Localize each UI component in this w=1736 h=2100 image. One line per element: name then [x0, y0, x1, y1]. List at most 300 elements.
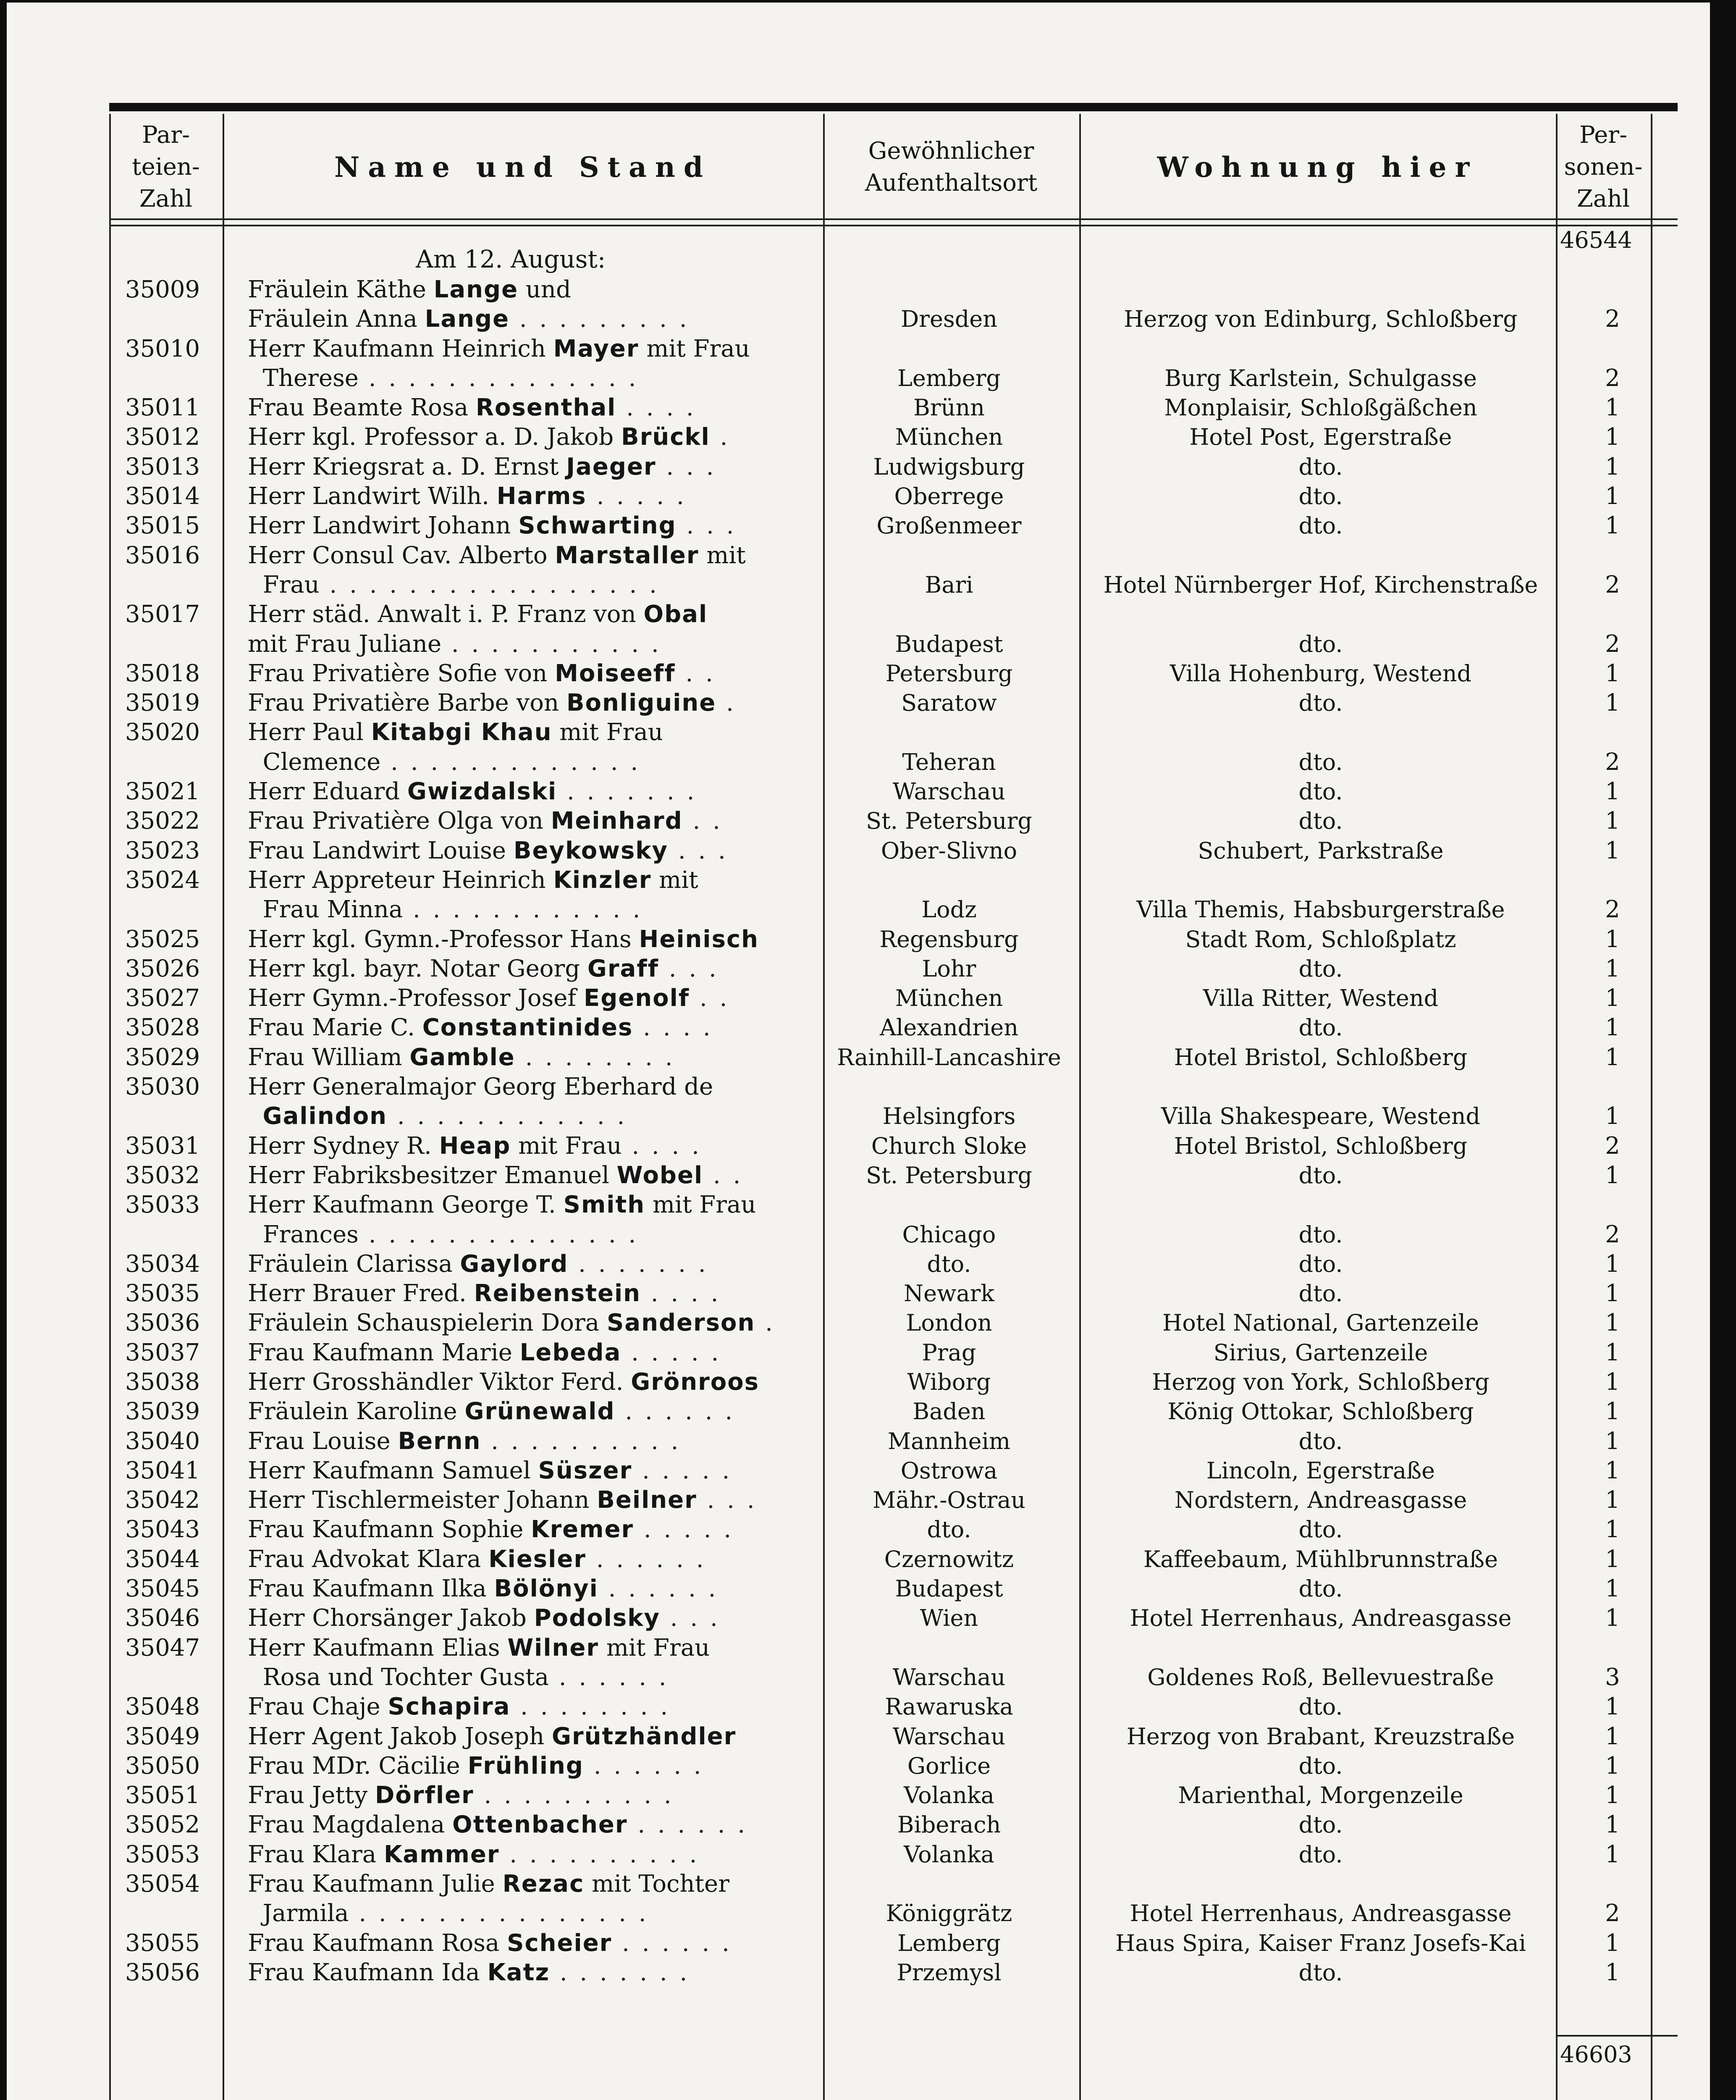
table-row — [109, 1751, 1678, 1781]
party-number: 35027 — [125, 984, 200, 1012]
leader-dots: . — [755, 1309, 775, 1337]
name-and-status — [248, 423, 920, 452]
party-number: 35052 — [125, 1811, 200, 1839]
name-prefix: Clemence — [248, 748, 381, 776]
name-prefix: Frau Kaufmann Marie — [248, 1339, 520, 1366]
party-number: 35026 — [125, 955, 200, 982]
leader-dots: . . . — [697, 1486, 757, 1514]
leader-dots: . . . . . . . . . — [509, 305, 690, 333]
party-number: 35013 — [125, 453, 200, 480]
usual-residence: London — [906, 1310, 992, 1336]
surname: Grützhändler — [552, 1722, 737, 1750]
party-number: 35043 — [125, 1516, 200, 1544]
party-number: 35011 — [125, 394, 200, 422]
usual-residence: Warschau — [892, 778, 1006, 805]
persons-count: 2 — [1605, 1900, 1620, 1927]
leader-dots: . . . . . . . . — [510, 1693, 671, 1721]
leader-dots: . . . . — [641, 1280, 721, 1307]
name-prefix: Herr kgl. bayr. Notar Georg — [248, 955, 587, 982]
leader-dots: . . . . . . . — [557, 778, 697, 806]
table-row — [109, 1250, 1678, 1279]
name-prefix: Frau Beamte Rosa — [248, 394, 476, 422]
name-and-status — [248, 452, 920, 482]
leader-dots: . . . . . . . . . . . . — [387, 1102, 627, 1130]
header-party-number — [109, 116, 223, 218]
surname: Jaeger — [566, 453, 656, 480]
usual-residence: Großenmeer — [876, 512, 1022, 539]
name-prefix: Fräulein Käthe — [248, 276, 434, 303]
name-and-status — [248, 364, 920, 393]
leader-dots: . . . . . . . . . . . . . . . . . — [319, 571, 659, 598]
name-and-status — [248, 630, 920, 659]
name-prefix: Herr Fabriksbesitzer Emanuel — [248, 1161, 617, 1189]
name-and-status — [248, 1279, 920, 1308]
surname: Grönroos — [631, 1368, 760, 1396]
surname: Meinhard — [551, 807, 683, 835]
name-and-status — [248, 806, 920, 836]
usual-residence: Lohr — [922, 955, 976, 982]
usual-residence: Baden — [913, 1398, 986, 1425]
name-prefix: Frau Kaufmann Ilka — [248, 1575, 494, 1603]
party-number: 35050 — [125, 1752, 200, 1780]
persons-count: 1 — [1605, 1486, 1620, 1514]
name-and-status — [248, 1161, 920, 1190]
persons-count: 3 — [1605, 1663, 1620, 1691]
name-prefix: Frau Klara — [248, 1840, 384, 1868]
surname: Moiseeff — [555, 659, 676, 687]
surname: Reibenstein — [474, 1280, 641, 1307]
party-number: 35054 — [125, 1870, 200, 1898]
register-table — [109, 103, 1678, 2100]
name-suffix: mit Frau — [552, 719, 663, 746]
table-row — [109, 334, 1678, 364]
date-line: Am 12. August: — [416, 245, 606, 273]
leader-dots: . . . . . . — [612, 1929, 732, 1957]
persons-count: 2 — [1605, 305, 1620, 333]
table-row — [109, 1161, 1678, 1190]
table-row — [109, 275, 1678, 304]
table-row — [109, 1545, 1678, 1574]
party-number: 35039 — [125, 1398, 200, 1425]
residence-here: dto. — [1298, 1014, 1343, 1041]
table-row — [109, 895, 1678, 924]
residence-here: dto. — [1298, 1575, 1343, 1602]
surname: Lange — [433, 276, 519, 303]
name-and-status — [248, 600, 920, 629]
leader-dots: . . . — [659, 955, 719, 982]
residence-here: Marienthal, Morgenzeile — [1178, 1782, 1463, 1809]
surname: Wilner — [507, 1634, 599, 1662]
party-number: 35041 — [125, 1457, 200, 1484]
name-prefix: Herr Consul Cav. Alberto — [248, 541, 555, 569]
surname: Beykowsky — [513, 837, 669, 864]
persons-count: 1 — [1605, 483, 1620, 510]
table-row — [109, 541, 1678, 570]
residence-here: Monplaisir, Schloßgäßchen — [1164, 394, 1477, 421]
residence-here: dto. — [1298, 778, 1343, 805]
persons-count: 1 — [1605, 1102, 1620, 1130]
name-prefix: Frau Privatière Sofie von — [248, 659, 555, 687]
usual-residence: Przemysl — [897, 1959, 1002, 1986]
usual-residence: Ober-Slivno — [881, 837, 1017, 864]
right-page-edge — [1710, 0, 1736, 2100]
name-and-status — [248, 1840, 920, 1869]
persons-count: 1 — [1605, 1339, 1620, 1366]
leader-dots: . . — [690, 984, 730, 1012]
table-row — [109, 659, 1678, 688]
header-persons-count — [1556, 116, 1651, 218]
name-prefix: Herr Kaufmann George T. — [248, 1191, 564, 1219]
table-row — [109, 1368, 1678, 1397]
name-and-status — [248, 1397, 920, 1426]
leader-dots: . . . . . — [586, 483, 687, 510]
residence-here: dto. — [1298, 512, 1343, 539]
surname: Wobel — [616, 1161, 703, 1189]
persons-count: 1 — [1605, 689, 1620, 717]
surname: Obal — [643, 601, 708, 628]
usual-residence: Ludwigsburg — [873, 453, 1025, 480]
name-prefix: Frau Marie C. — [248, 1014, 422, 1042]
table-row — [109, 1899, 1678, 1928]
table-row — [109, 304, 1678, 334]
leader-dots: . . . . . . — [598, 1575, 719, 1603]
name-prefix: Frau Louise — [248, 1427, 398, 1455]
party-number: 35023 — [125, 837, 200, 864]
table-row — [109, 1220, 1678, 1250]
party-number: 35020 — [125, 719, 200, 746]
name-suffix: mit Frau — [599, 1634, 710, 1662]
name-prefix: Frau Magdalena — [248, 1811, 452, 1839]
name-and-status — [248, 1456, 920, 1486]
party-number: 35019 — [125, 689, 200, 717]
name-and-status — [248, 1958, 920, 1987]
name-prefix: Fräulein Clarissa — [248, 1250, 460, 1278]
table-row — [109, 1308, 1678, 1338]
residence-here: Sirius, Gartenzeile — [1213, 1339, 1428, 1366]
residence-here: Hotel Herrenhaus, Andreasgasse — [1130, 1900, 1512, 1927]
name-and-status — [248, 482, 920, 511]
table-row — [109, 1397, 1678, 1426]
surname: Heinisch — [639, 925, 759, 953]
party-number: 35034 — [125, 1250, 200, 1278]
name-and-status — [248, 1190, 920, 1220]
surname: Lange — [425, 305, 510, 333]
residence-here: dto. — [1298, 1752, 1343, 1779]
header-residence-here — [1079, 116, 1556, 218]
residence-here: Villa Shakespeare, Westend — [1161, 1103, 1481, 1130]
residence-here: Stadt Rom, Schloßplatz — [1185, 926, 1456, 953]
name-prefix: Herr Eduard — [248, 778, 407, 806]
residence-here: Schubert, Parkstraße — [1198, 837, 1444, 864]
name-prefix: Frau Kaufmann Rosa — [248, 1929, 507, 1957]
table-row — [109, 1013, 1678, 1042]
residence-here: dto. — [1298, 453, 1343, 480]
table-row — [109, 836, 1678, 866]
usual-residence: Czernowitz — [884, 1546, 1014, 1572]
residence-here: dto. — [1298, 1841, 1343, 1868]
name-prefix: Rosa und Tochter Gusta — [248, 1663, 549, 1691]
party-number: 35046 — [125, 1604, 200, 1632]
surname: Kiesler — [488, 1545, 586, 1573]
name-and-status — [248, 334, 920, 364]
surname: Grünewald — [464, 1398, 615, 1425]
name-and-status — [248, 1899, 920, 1928]
persons-count: 1 — [1605, 1014, 1620, 1042]
persons-count: 2 — [1605, 1221, 1620, 1248]
usual-residence: Helsingfors — [882, 1103, 1016, 1130]
final-total: 46603 — [1560, 2041, 1632, 2068]
leader-dots: . . . — [656, 453, 716, 480]
name-and-status — [248, 1308, 920, 1338]
persons-count: 1 — [1605, 1043, 1620, 1071]
name-and-status — [248, 836, 920, 866]
name-and-status — [248, 984, 920, 1013]
party-number: 35021 — [125, 778, 200, 806]
name-prefix: Herr Agent Jakob Joseph — [248, 1722, 552, 1750]
persons-count: 1 — [1605, 1840, 1620, 1868]
residence-here: Hotel Nürnberger Hof, Kirchenstraße — [1103, 571, 1538, 598]
party-number: 35033 — [125, 1191, 200, 1219]
name-prefix: Herr Kaufmann Samuel — [248, 1457, 538, 1484]
surname: Ottenbacher — [452, 1811, 628, 1839]
name-prefix: Herr Chorsänger Jakob — [248, 1604, 534, 1632]
residence-here: Kaffeebaum, Mühlbrunnstraße — [1143, 1546, 1498, 1572]
left-page-edge — [0, 0, 7, 2100]
usual-residence: Prag — [922, 1339, 976, 1366]
name-and-status — [248, 925, 920, 954]
table-row — [109, 925, 1678, 954]
party-number: 35040 — [125, 1427, 200, 1455]
name-prefix: Frau Chaje — [248, 1693, 388, 1721]
residence-here: dto. — [1298, 690, 1343, 717]
surname: Constantinides — [422, 1014, 633, 1042]
name-and-status — [248, 1427, 920, 1456]
name-prefix: Herr städ. Anwalt i. P. Franz von — [248, 601, 644, 628]
usual-residence: Rainhill-Lancashire — [837, 1044, 1061, 1071]
party-number: 35028 — [125, 1014, 200, 1042]
table-row — [109, 1840, 1678, 1869]
table-row — [109, 1810, 1678, 1840]
name-and-status — [248, 1692, 920, 1722]
usual-residence: dto. — [927, 1516, 971, 1543]
persons-count: 1 — [1605, 925, 1620, 953]
party-number: 35053 — [125, 1840, 200, 1868]
table-row — [109, 1190, 1678, 1220]
surname: Dörfler — [375, 1782, 474, 1809]
leader-dots: . . . . . . . . . . . . . . — [358, 1221, 639, 1248]
name-and-status — [248, 1722, 920, 1751]
leader-dots: . . . . . . . . . . — [474, 1782, 674, 1809]
name-and-status — [248, 659, 920, 688]
top-rule — [109, 103, 1678, 111]
residence-here: Lincoln, Egerstraße — [1206, 1457, 1435, 1484]
party-number: 35010 — [125, 335, 200, 362]
header-party-number-label: Par- teien- Zahl — [132, 121, 200, 213]
name-prefix: Frances — [248, 1221, 359, 1248]
residence-here: dto. — [1298, 748, 1343, 775]
leader-dots: . . . . . . . . . . . . — [403, 896, 643, 924]
name-prefix: Frau Jetty — [248, 1782, 375, 1809]
table-row — [109, 1102, 1678, 1131]
name-prefix: Herr Paul — [248, 719, 371, 746]
table-row — [109, 777, 1678, 806]
name-and-status — [248, 1013, 920, 1042]
name-and-status — [248, 304, 920, 334]
name-and-status — [248, 1043, 920, 1072]
surname: Kinzler — [553, 866, 652, 894]
usual-residence: Bari — [925, 571, 973, 598]
table-row — [109, 364, 1678, 393]
party-number: 35047 — [125, 1634, 200, 1662]
surname: Gamble — [409, 1043, 515, 1071]
residence-here: dto. — [1298, 1516, 1343, 1543]
usual-residence: Warschau — [892, 1723, 1006, 1750]
usual-residence: Budapest — [895, 1575, 1003, 1602]
surname: Harms — [496, 483, 587, 510]
usual-residence: Teheran — [902, 748, 996, 775]
name-prefix: Herr Landwirt Wilh. — [248, 483, 497, 510]
party-number: 35045 — [125, 1575, 200, 1603]
leader-dots: . . . . . . . . . . . — [441, 630, 661, 658]
name-prefix: Frau Kaufmann Sophie — [248, 1516, 531, 1544]
name-prefix: Herr Brauer Fred. — [248, 1280, 474, 1307]
residence-here: König Ottokar, Schloßberg — [1167, 1398, 1474, 1425]
name-and-status — [248, 1663, 920, 1692]
name-and-status — [248, 748, 920, 777]
leader-dots: . . . . . . — [586, 1545, 706, 1573]
name-prefix: Herr Grosshändler Viktor Ferd. — [248, 1368, 631, 1396]
name-prefix: Therese — [248, 364, 359, 392]
usual-residence: Volanka — [904, 1841, 994, 1868]
carry-over-total: 46544 — [1560, 227, 1632, 253]
table-row — [109, 1427, 1678, 1456]
name-prefix: Herr Kaufmann Heinrich — [248, 335, 553, 362]
persons-count: 1 — [1605, 1250, 1620, 1278]
persons-count: 1 — [1605, 807, 1620, 835]
party-number: 35017 — [125, 601, 200, 628]
name-prefix: Frau Privatière Olga von — [248, 807, 551, 835]
persons-count: 1 — [1605, 1782, 1620, 1809]
header-usual-residence — [823, 116, 1079, 218]
total-rule — [1556, 2035, 1678, 2037]
usual-residence: Church Sloke — [871, 1132, 1027, 1159]
residence-here: dto. — [1298, 630, 1343, 657]
residence-here: Nordstern, Andreasgasse — [1174, 1487, 1467, 1514]
residence-here: Herzog von Brabant, Kreuzstraße — [1126, 1723, 1515, 1750]
party-number: 35025 — [125, 925, 200, 953]
usual-residence: Rawaruska — [885, 1693, 1013, 1720]
residence-here: dto. — [1298, 1162, 1343, 1189]
usual-residence: Regensburg — [879, 926, 1019, 953]
table-row — [109, 688, 1678, 718]
surname: Bernn — [398, 1427, 481, 1455]
name-and-status — [248, 1574, 920, 1604]
surname: Sanderson — [606, 1309, 755, 1337]
persons-count: 1 — [1605, 1457, 1620, 1484]
name-and-status — [248, 393, 920, 423]
name-suffix: mit Tochter — [584, 1870, 729, 1898]
table-row — [109, 1722, 1678, 1751]
table-row — [109, 452, 1678, 482]
table-row — [109, 748, 1678, 777]
name-suffix: mit Frau — [639, 335, 750, 362]
persons-count: 1 — [1605, 837, 1620, 864]
name-and-status — [248, 1220, 920, 1250]
residence-here: Villa Ritter, Westend — [1203, 985, 1439, 1012]
leader-dots: . . . . — [616, 394, 696, 422]
top-page-edge — [0, 0, 1736, 3]
persons-count: 1 — [1605, 1929, 1620, 1957]
name-prefix: Frau MDr. Cäcilie — [248, 1752, 468, 1780]
persons-count: 1 — [1605, 1280, 1620, 1307]
name-prefix: Herr Tischlermeister Johann — [248, 1486, 597, 1514]
surname: Kammer — [383, 1840, 500, 1868]
residence-here: Hotel Post, Egerstraße — [1189, 424, 1452, 451]
usual-residence: Volanka — [904, 1782, 994, 1809]
usual-residence: Brünn — [913, 394, 985, 421]
usual-residence: Lemberg — [897, 1929, 1001, 1956]
party-number: 35030 — [125, 1073, 200, 1101]
persons-count: 2 — [1605, 364, 1620, 392]
surname: Heap — [439, 1132, 511, 1160]
table-row — [109, 1958, 1678, 1987]
persons-count: 1 — [1605, 423, 1620, 451]
name-prefix: Frau Minna — [248, 896, 403, 924]
name-and-status — [248, 954, 920, 984]
leader-dots: . . — [703, 1161, 743, 1189]
leader-dots: . . . — [676, 512, 737, 540]
persons-count: 1 — [1605, 1604, 1620, 1632]
leader-dots: . . . . . . . — [568, 1250, 708, 1278]
name-prefix: Herr Generalmajor Georg Eberhard de — [248, 1073, 713, 1101]
name-prefix: Fräulein Schauspielerin Dora — [248, 1309, 607, 1337]
usual-residence: Lemberg — [897, 365, 1001, 391]
persons-count: 1 — [1605, 1545, 1620, 1573]
residence-here: Haus Spira, Kaiser Franz Josefs-Kai — [1115, 1929, 1526, 1956]
surname: Marstaller — [555, 541, 699, 569]
party-number: 35051 — [125, 1782, 200, 1809]
table-row — [109, 1515, 1678, 1544]
table-row — [109, 954, 1678, 984]
party-number: 35042 — [125, 1486, 200, 1514]
persons-count: 2 — [1605, 571, 1620, 598]
name-suffix: mit Frau — [645, 1191, 756, 1219]
name-and-status — [248, 895, 920, 924]
name-prefix: Herr Appreteur Heinrich — [248, 866, 553, 894]
residence-here: dto. — [1298, 1221, 1343, 1248]
header-persons-count-label: Per- sonen- Zahl — [1564, 121, 1643, 213]
surname: Mayer — [553, 335, 639, 362]
entry-rows — [109, 275, 1678, 1987]
usual-residence: Wiborg — [907, 1368, 991, 1395]
name-and-status — [248, 1102, 920, 1131]
party-number: 35018 — [125, 659, 200, 687]
table-row — [109, 1279, 1678, 1308]
persons-count: 1 — [1605, 984, 1620, 1012]
leader-dots: . . . . . . — [583, 1752, 704, 1780]
residence-here: Herzog von York, Schloßberg — [1152, 1368, 1489, 1395]
table-row — [109, 1574, 1678, 1604]
residence-here: dto. — [1298, 1693, 1343, 1720]
table-row — [109, 1692, 1678, 1722]
table-row — [109, 1072, 1678, 1102]
name-and-status — [248, 275, 920, 304]
persons-count: 1 — [1605, 1722, 1620, 1750]
persons-count: 1 — [1605, 955, 1620, 982]
surname: Rezac — [502, 1870, 585, 1898]
leader-dots: . . . . . . — [615, 1398, 735, 1425]
name-prefix: Frau Kaufmann Julie — [248, 1870, 503, 1898]
